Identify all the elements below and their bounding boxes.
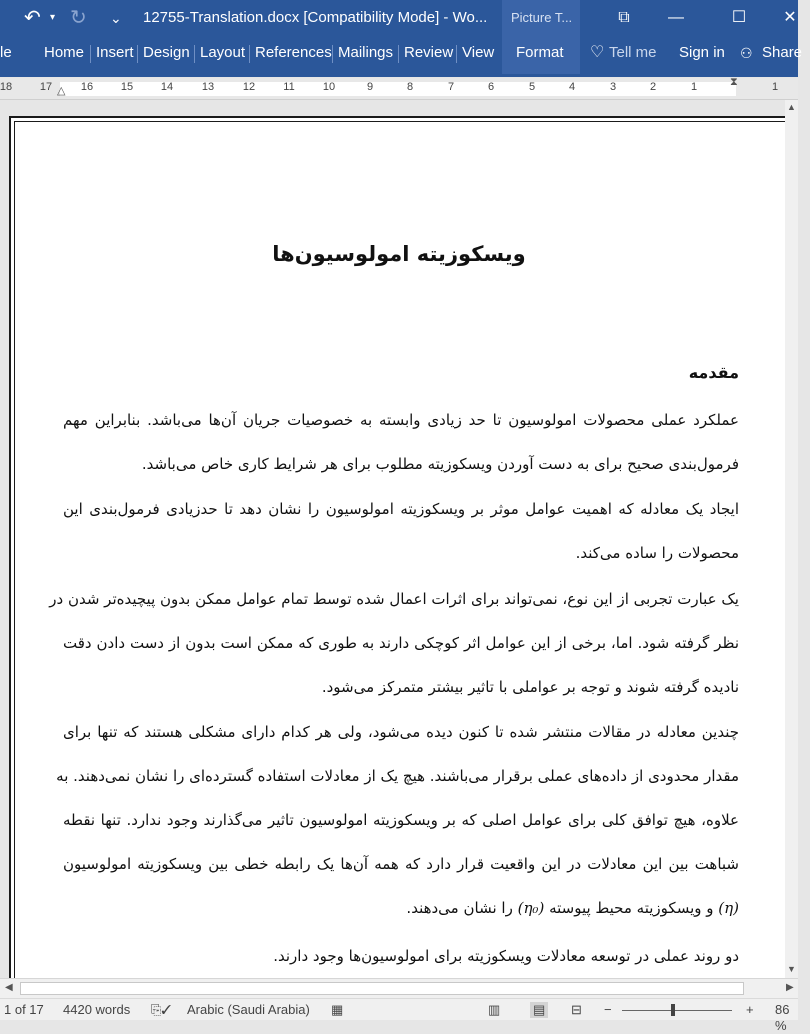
language-indicator[interactable]: Arabic (Saudi Arabia)	[187, 1002, 310, 1017]
tab-mailings[interactable]: Mailings	[338, 44, 394, 61]
tab-home[interactable]: Home	[44, 44, 85, 61]
paragraph-line: محصولات را ساده می‌کند.	[575, 544, 739, 562]
tab-separator	[249, 45, 250, 63]
paragraph-line: دو روند عملی در توسعه معادلات ویسکوزیته برای امولوسیون‌ها وجود دارند.	[273, 947, 739, 965]
proofing-icon[interactable]: ⎘✓	[151, 1002, 172, 1017]
ruler-number: 18	[0, 81, 13, 93]
tab-view[interactable]: View	[462, 44, 495, 61]
horizontal-scrollbar[interactable]	[0, 978, 798, 998]
ruler-number: 1	[771, 81, 779, 93]
zoom-level[interactable]: 86 %	[775, 1002, 790, 1033]
scroll-down-icon[interactable]: ▼	[787, 964, 796, 974]
tab-review[interactable]: Review	[404, 44, 454, 61]
eta-zero-symbol: (η₀)	[517, 899, 545, 917]
ruler-number: 7	[447, 81, 455, 93]
ruler-number: 12	[242, 81, 256, 93]
tab-file[interactable]: le	[0, 44, 12, 61]
status-bar	[0, 998, 798, 1033]
section-heading: مقدمه	[688, 363, 739, 382]
horizontal-ruler[interactable]	[0, 78, 798, 100]
scroll-up-icon[interactable]: ▲	[787, 102, 796, 112]
sign-in-link[interactable]: Sign in	[679, 44, 725, 61]
tab-separator	[137, 45, 138, 63]
ribbon-tabs	[0, 36, 803, 74]
ruler-number: 2	[649, 81, 657, 93]
page-count[interactable]: 1 of 17	[4, 1002, 44, 1017]
scroll-left-icon[interactable]: ◀	[5, 982, 13, 993]
minimize-icon[interactable]: —	[668, 9, 684, 26]
paragraph-line: شباهت بین این معادلات در این واقعیت قرار دارد که همه آن‌ها یک رابطه خطی بین ویسکوزیته امولوسیون	[63, 855, 739, 873]
right-indent-marker-icon[interactable]: ⧗	[730, 76, 738, 88]
ruler-number: 3	[609, 81, 617, 93]
paragraph-line: نادیده گرفته شوند و توجه بر عواملی با تاثیر بیشتر متمرکز می‌شود.	[321, 678, 739, 696]
lightbulb-icon[interactable]: ♡	[590, 44, 605, 61]
paragraph-line: چندین معادله در مقالات منتشر شده تا کنون دیده می‌شود، ولی هر کدام دارای مشکلی هستند که تنها برای	[63, 723, 739, 741]
read-mode-icon[interactable]: ▥	[488, 1002, 501, 1017]
paragraph-line: ایجاد یک معادله که اهمیت عوامل موثر بر ویسکوزیته امولوسیون را نشان دهد تا حدزیادی فرمول‌بندی این	[63, 500, 739, 518]
undo-dropdown-icon[interactable]: ▾	[50, 12, 56, 23]
paragraph-line: عملکرد عملی محصولات امولوسیون تا حد زیادی وابسته به خصوصیات جریان آن‌ها می‌باشد. بنابراین مهم	[63, 411, 739, 429]
zoom-out-icon[interactable]: −	[604, 1002, 612, 1017]
line-text: را نشان می‌دهند.	[406, 899, 518, 917]
line-text: و ویسکوزیته محیط پیوسته	[544, 899, 719, 917]
ruler-number: 1	[690, 81, 698, 93]
ruler-number: 9	[366, 81, 374, 93]
undo-icon[interactable]: ↶	[24, 7, 41, 29]
tab-separator	[194, 45, 195, 63]
ribbon-display-options-icon[interactable]: ⧉	[618, 9, 630, 26]
tab-insert[interactable]: Insert	[96, 44, 134, 61]
ruler-number: 16	[80, 81, 94, 93]
qat-customize-icon[interactable]: ⌄	[110, 10, 122, 26]
macro-recording-icon[interactable]: ▦	[331, 1002, 344, 1017]
zoom-slider-thumb[interactable]	[671, 1004, 675, 1016]
paragraph-line: مقدار محدودی از داده‌های عملی برقرار می‌باشند. هیچ یک از معادلات استفاده گسترده‌ای را نشان نمی‌دهند. به	[56, 767, 739, 785]
tab-separator	[398, 45, 399, 63]
tab-layout[interactable]: Layout	[200, 44, 246, 61]
tab-references[interactable]: References	[255, 44, 332, 61]
paragraph-line: فرمول‌بندی صحیح برای به دست آوردن ویسکوزیته مطلوب برای هر شرایط کاری خاص می‌باشد.	[141, 455, 739, 473]
print-layout-icon[interactable]: ▤	[530, 1002, 548, 1018]
close-icon[interactable]: ✕	[783, 9, 797, 26]
ruler-number: 6	[487, 81, 495, 93]
tab-separator	[90, 45, 91, 63]
tab-separator	[456, 45, 457, 63]
document-page[interactable]	[9, 116, 791, 1016]
zoom-in-icon[interactable]: +	[746, 1002, 754, 1017]
web-layout-icon[interactable]: ⊟	[571, 1002, 582, 1017]
document-title: ویسکوزیته امولوسیون‌ها	[272, 242, 526, 266]
paragraph-line: علاوه، هیچ توافق کلی برای عوامل اصلی که بر ویسکوزیته امولوسیون تاثیر می‌گذارند وجود ندارد. تنها نقطه	[63, 811, 739, 829]
tell-me-search[interactable]: Tell me	[609, 44, 657, 61]
ribbon-divider	[0, 74, 798, 77]
window-title: 12755-Translation.docx [Compatibility Mode] - Wo...	[143, 9, 488, 26]
ruler-number: 4	[568, 81, 576, 93]
horizontal-scroll-thumb[interactable]	[20, 982, 744, 995]
word-count[interactable]: 4420 words	[63, 1002, 131, 1017]
eta-symbol: (η)	[718, 899, 739, 917]
ruler-number: 11	[283, 81, 295, 93]
vertical-scrollbar[interactable]	[785, 100, 798, 978]
ruler-number: 10	[322, 81, 336, 93]
ruler-number: 5	[528, 81, 536, 93]
ruler-number: 14	[160, 81, 174, 93]
maximize-icon[interactable]: ☐	[731, 9, 747, 26]
paragraph-line: یک عبارت تجربی از این نوع، نمی‌تواند برای اثرات اعمال شده توسط تمام عوامل ممکن بدون پیچیده‌تر شدن در	[49, 590, 739, 608]
picture-tools-header: Picture T...	[502, 0, 580, 36]
ruler-number: 17	[39, 81, 53, 93]
tab-design[interactable]: Design	[143, 44, 190, 61]
share-icon[interactable]: ⚇	[740, 45, 753, 61]
paragraph-line-with-equation	[63, 898, 739, 918]
tab-format[interactable]: Format	[516, 44, 564, 61]
redo-icon[interactable]: ↻	[70, 7, 87, 29]
scroll-right-icon[interactable]: ▶	[786, 982, 794, 993]
ruler-number: 13	[201, 81, 215, 93]
left-indent-marker-icon[interactable]: △	[57, 85, 66, 97]
title-bar	[0, 0, 798, 36]
document-area[interactable]	[0, 100, 785, 978]
zoom-slider-track[interactable]	[622, 1010, 732, 1011]
paragraph-line: نظر گرفته شود. اما، برخی از این عوامل اثر کوچکی دارند به طوری که ممکن است بدون از دست دادن دقت	[63, 634, 739, 652]
ruler-number: 15	[120, 81, 134, 93]
tab-separator	[332, 45, 333, 63]
ruler-number: 8	[406, 81, 414, 93]
share-button[interactable]: Share	[762, 44, 803, 61]
